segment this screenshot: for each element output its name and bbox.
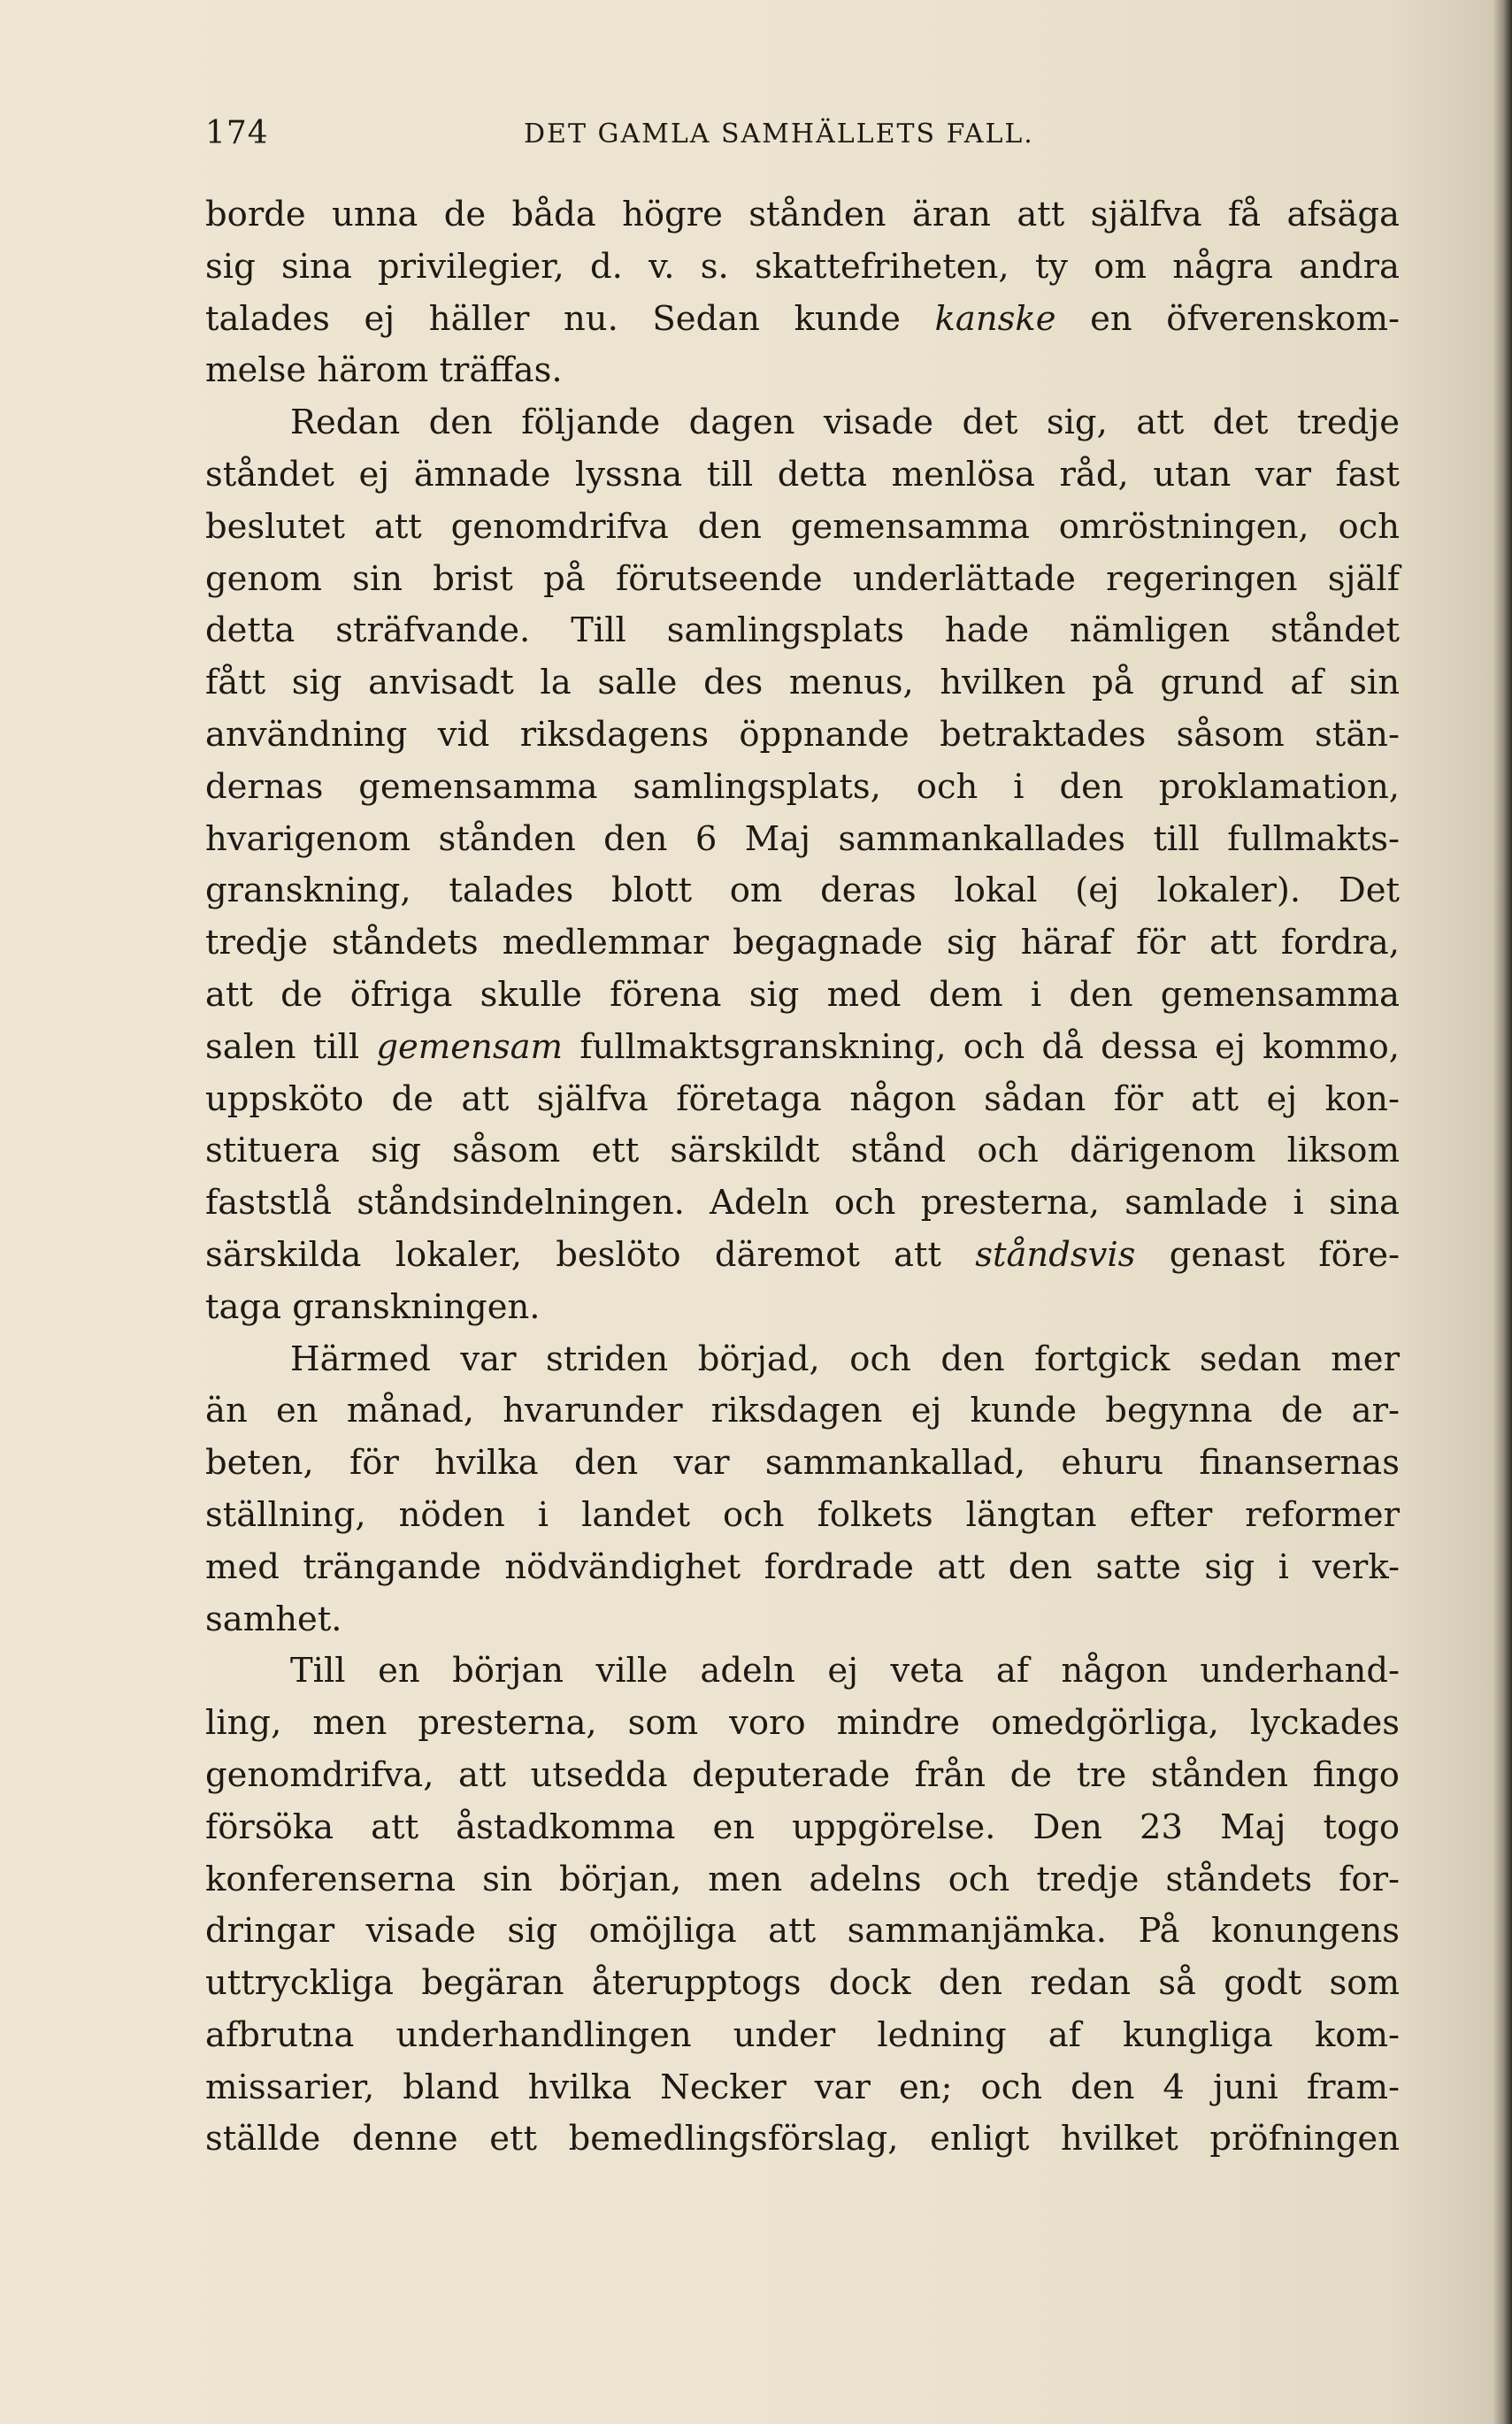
text-segment: melse härom träffas. (205, 350, 563, 391)
text-segment: med trängande nödvändighet fordrade att den satte sig i verk- (205, 1546, 1400, 1587)
text-segment: Härmed var striden börjad, och den fortgick sedan mer (290, 1339, 1400, 1379)
text-line (205, 1125, 1400, 1177)
text-segment: faststlå ståndsindelningen. Adeln och presterna, samlade i sina (205, 1183, 1400, 1224)
text-line (205, 1177, 1400, 1230)
text-segment: hvarigenom stånden den 6 Maj sammankallades till fullmakts- (205, 818, 1400, 859)
text-line (205, 449, 1400, 502)
text-line (205, 1750, 1400, 1802)
text-segment: sig sina privilegier, d. v. s. skattefriheten, ty om några andra (205, 246, 1400, 287)
text-line (205, 1594, 1400, 1646)
text-line (205, 2062, 1400, 2114)
text-line (205, 2113, 1400, 2166)
text-line (205, 294, 1400, 346)
text-line (205, 1906, 1400, 1958)
text-line (205, 1802, 1400, 1854)
text-segment: afbrutna underhandlingen under ledning af kungliga kom- (205, 2014, 1400, 2055)
text-segment: ståndet ej ämnade lyssna till detta menlösa råd, utan var fast (205, 454, 1400, 495)
page-edge-shadow (1493, 0, 1512, 2424)
text-line (205, 1334, 1400, 1386)
text-segment: granskning, talades blott om deras lokal (ej lokaler). Det (205, 871, 1400, 911)
text-segment: Till en början ville adeln ej veta af någon underhand- (290, 1651, 1400, 1691)
text-segment: Redan den följande dagen visade det sig, att det tredje (290, 403, 1400, 443)
text-segment: uttryckliga begäran återupptogs dock den redan så godt som (205, 1963, 1400, 2004)
text-segment: detta sträfvande. Till samlingsplats hade nämligen ståndet (205, 610, 1400, 651)
emphasized-word: kanske (934, 298, 1056, 339)
text-segment: än en månad, hvarunder riksdagen ej kunde begynna de ar- (205, 1391, 1400, 1431)
text-line (205, 605, 1400, 657)
text-segment: genast före- (1135, 1234, 1400, 1275)
text-line (205, 1542, 1400, 1594)
text-segment: uppsköto de att själfva företaga någon sådan för att ej kon- (205, 1078, 1400, 1119)
text-segment: konferenserna sin början, men adelns och tredje ståndets for- (205, 1859, 1400, 1899)
text-line (205, 1698, 1400, 1750)
text-segment: genom sin brist på förutseende underlättade regeringen själf (205, 558, 1400, 599)
emphasized-word: ståndsvis (975, 1234, 1136, 1275)
text-line (205, 814, 1400, 866)
text-segment: samhet. (205, 1599, 342, 1639)
text-line (205, 865, 1400, 917)
text-segment: ställde denne ett bemedlingsförslag, enligt hvilket pröfningen (205, 2119, 1400, 2159)
text-line (205, 1438, 1400, 1490)
page-number: 174 (205, 115, 269, 151)
text-segment: dringar visade sig omöjliga att sammanjämka. På konungens (205, 1911, 1400, 1952)
text-segment: stituera sig såsom ett särskildt stånd och därigenom liksom (205, 1131, 1400, 1171)
text-segment: genomdrifva, att utsedda deputerade från de tre stånden fingo (205, 1754, 1400, 1795)
text-line (205, 502, 1400, 554)
text-segment: salen till (205, 1026, 377, 1067)
text-line (205, 1385, 1400, 1438)
text-line (205, 242, 1400, 294)
text-line (205, 1645, 1400, 1698)
text-line (205, 1230, 1400, 1282)
text-segment: beslutet att genomdrifva den gemensamma omröstningen, och (205, 506, 1400, 547)
text-segment: försöka att åstadkomma en uppgörelse. Den 23 Maj togo (205, 1806, 1400, 1847)
text-line (205, 657, 1400, 710)
text-segment: missarier, bland hvilka Necker var en; och den 4 juni fram- (205, 2067, 1400, 2107)
text-segment: dernas gemensamma samlingsplats, och i den proklamation, (205, 766, 1400, 807)
text-line (205, 1074, 1400, 1126)
text-line (205, 397, 1400, 449)
text-segment: fullmaktsgranskning, och då dessa ej kommo, (563, 1026, 1400, 1067)
running-head (205, 115, 1400, 159)
emphasized-word: gemensam (376, 1026, 564, 1067)
text-segment: tredje ståndets medlemmar begagnade sig häraf för att fordra, (205, 923, 1400, 963)
text-line (205, 1022, 1400, 1074)
text-segment: ställning, nöden i landet och folkets längtan efter reformer (205, 1494, 1400, 1535)
text-line (205, 554, 1400, 606)
text-line (205, 345, 1400, 397)
text-line (205, 710, 1400, 762)
text-segment: användning vid riksdagens öppnande betraktades såsom stän- (205, 714, 1400, 755)
text-line (205, 2010, 1400, 2062)
text-line (205, 1958, 1400, 2010)
text-segment: att de öfriga skulle förena sig med dem i den gemensamma (205, 974, 1400, 1015)
text-segment: särskilda lokaler, beslöto däremot att (205, 1234, 976, 1275)
running-head-title: DET GAMLA SAMHÄLLETS FALL. (524, 119, 1034, 150)
text-segment: beten, för hvilka den var sammankallad, ehuru finansernas (205, 1443, 1400, 1484)
text-line (205, 189, 1400, 242)
text-segment: taga granskningen. (205, 1286, 541, 1327)
text-line (205, 970, 1400, 1022)
text-segment: fått sig anvisadt la salle des menus, hvilken på grund af sin (205, 663, 1400, 703)
text-line (205, 762, 1400, 814)
text-segment: en öfverenskom- (1055, 298, 1400, 339)
text-segment: talades ej häller nu. Sedan kunde (205, 298, 935, 339)
body-text (205, 189, 1400, 2166)
text-line (205, 1490, 1400, 1542)
text-segment: ling, men presterna, som voro mindre omedgörliga, lyckades (205, 1703, 1400, 1744)
text-segment: borde unna de båda högre stånden äran att själfva få afsäga (205, 195, 1400, 234)
text-line (205, 917, 1400, 970)
text-line (205, 1854, 1400, 1906)
text-line (205, 1282, 1400, 1334)
